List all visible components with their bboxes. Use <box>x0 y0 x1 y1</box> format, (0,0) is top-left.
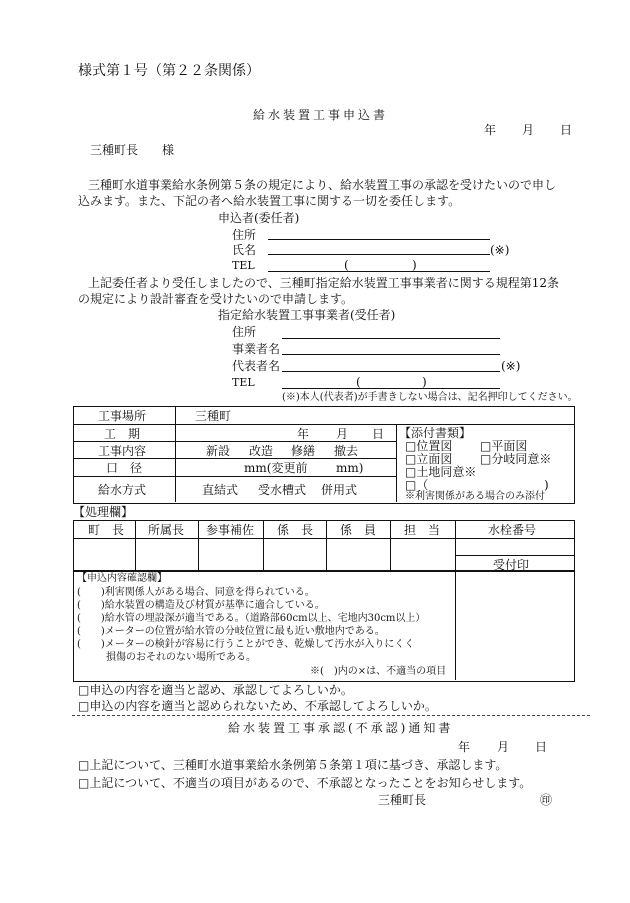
content-option-modify[interactable]: 改造 <box>249 444 274 458</box>
notice-seal: ㊞ <box>540 793 553 807</box>
contractor-tel-label: TEL <box>232 376 255 389</box>
confirm-item-consent[interactable]: ( )利害関係人がある場合、同意を得られている。 <box>77 587 315 598</box>
date-year: 年 <box>484 123 497 137</box>
delegate-line-1: 上記委任者より受任しましたので、三種町指定給水装置工事事業者に関する規程第12条 <box>88 276 560 290</box>
col-staff: 係 員 <box>340 523 377 537</box>
signature-note: (※)本人(代表者)が手書きしない場合は、記名押印してください。 <box>282 392 578 403</box>
method-option-combined[interactable]: 併用式 <box>321 483 358 497</box>
content-option-remove[interactable]: 撤去 <box>334 444 359 458</box>
applicant-tel-paren-close: ) <box>412 258 417 272</box>
confirm-item-structure[interactable]: ( )給水装置の構造及び材質が基準に適合している。 <box>77 600 325 611</box>
col-chief: 係 長 <box>277 523 314 537</box>
content-label: 工事内容 <box>98 444 147 458</box>
contractor-rep-label: 代表者名 <box>232 359 281 373</box>
attach-location-map[interactable]: □位置図 <box>405 439 453 453</box>
form-title: 給水装置工事申込書 <box>253 108 389 122</box>
decision-approve[interactable]: □申込の内容を適当と認め、承認してよろしいか。 <box>78 683 353 697</box>
contractor-company-line[interactable] <box>282 354 500 355</box>
contractor-tel-paren-open: ( <box>356 375 361 389</box>
attach-other-close: ) <box>544 478 549 492</box>
applicant-tel-label: TEL <box>232 259 255 272</box>
confirm-item-meter-reading-cont: 損傷のおそれのない場所である。 <box>106 652 256 663</box>
method-option-direct[interactable]: 直結式 <box>202 483 239 497</box>
contractor-address-label: 住所 <box>232 325 257 339</box>
method-label: 給水方式 <box>98 483 147 497</box>
date-month: 月 <box>522 123 535 137</box>
confirm-note: ※( )内の×は、不適当の項目 <box>310 666 447 677</box>
notice-signer: 三種町長 <box>378 793 427 807</box>
content-option-repair[interactable]: 修繕 <box>291 444 316 458</box>
attach-land-consent[interactable]: □土地同意※ <box>405 465 477 479</box>
attach-branch-consent[interactable]: □分岐同意※ <box>480 452 552 466</box>
receipt-seal-label: 受付印 <box>493 558 530 572</box>
applicant-address-label: 住所 <box>232 228 257 242</box>
contractor-company-label: 事業者名 <box>232 342 281 356</box>
notice-year: 年 <box>458 740 471 754</box>
decision-reject[interactable]: □申込の内容を適当と認められないため、不承認してよろしいか。 <box>78 699 437 713</box>
notice-month: 月 <box>497 740 510 754</box>
col-dept-head: 所属長 <box>148 523 185 537</box>
confirm-item-meter-reading[interactable]: ( )メーターの検針が容易に行うことができ、乾燥して汚水が入りにくく <box>77 639 415 650</box>
period-label: 工 期 <box>104 427 141 441</box>
attach-elevation[interactable]: □立面図 <box>405 452 453 466</box>
method-option-tank[interactable]: 受水槽式 <box>258 483 307 497</box>
col-tap-number: 水栓番号 <box>488 523 537 537</box>
intro-line-2: 込みます。また、下記の者へ給水装置工事に関する一切を委任します。 <box>78 194 461 208</box>
applicant-seal-mark: (※) <box>490 243 510 257</box>
col-mayor: 町 長 <box>88 523 125 537</box>
contractor-tel-line[interactable] <box>282 388 500 389</box>
contractor-seal-mark: (※) <box>501 359 521 373</box>
attachments-heading: 【添付書類】 <box>399 426 472 440</box>
diameter-value[interactable]: mm(変更前 <box>244 461 308 475</box>
addressee: 三種町長 様 <box>90 143 175 157</box>
delegate-line-2: の規定により設計審査を受けたいので申請します。 <box>78 292 354 306</box>
contractor-heading: 指定給水装置工事事業者(受任者) <box>218 308 396 322</box>
processing-heading: 【処理欄】 <box>73 505 134 519</box>
period-year: 年 <box>297 427 310 441</box>
notice-reject-line[interactable]: □上記について、不適当の項目があるので、不承認となったことをお知らせします。 <box>78 776 532 790</box>
confirm-item-depth[interactable]: ( )給水管の埋設深が適当である。（道路部60cm以上、宅地内30cm以上） <box>77 613 426 624</box>
applicant-name-label: 氏名 <box>232 243 257 257</box>
site-label: 工事場所 <box>98 409 147 423</box>
col-assistant: 参事補佐 <box>206 523 255 537</box>
applicant-name-line[interactable] <box>268 254 490 255</box>
confirm-heading: 【申込内容確認欄】 <box>77 573 167 584</box>
contractor-address-line[interactable] <box>282 338 500 339</box>
diameter-unit: mm) <box>336 461 364 475</box>
cut-line <box>72 715 590 716</box>
diameter-label: 口 径 <box>106 461 143 475</box>
applicant-tel-line[interactable] <box>268 271 490 272</box>
notice-day: 日 <box>535 740 548 754</box>
period-day: 日 <box>372 427 385 441</box>
applicant-tel-paren-open: ( <box>344 258 349 272</box>
attach-other[interactable]: □（ <box>405 478 429 492</box>
site-value[interactable]: 三種町 <box>195 409 232 423</box>
date-day: 日 <box>560 123 573 137</box>
notice-approve-line[interactable]: □上記について、三種町水道事業給水条例第５条第１項に基づき、承認します。 <box>78 758 508 772</box>
form-number: 様式第１号（第２２条関係） <box>78 63 260 79</box>
notice-title: 給水装置工事承認(不承認)通知書 <box>228 721 454 735</box>
intro-line-1: 三種町水道事業給水条例第５条の規定により、給水装置工事の承認を受けたいので申し <box>88 178 557 192</box>
contractor-tel-paren-close: ) <box>422 375 427 389</box>
confirm-item-meter-position[interactable]: ( )メーターの位置が給水管の分岐位置に最も近い敷地内である。 <box>77 626 385 637</box>
attach-plan[interactable]: □平面図 <box>480 439 528 453</box>
content-option-new[interactable]: 新設 <box>206 444 231 458</box>
attachments-note: ※利害関係がある場合のみ添付 <box>405 491 545 502</box>
period-month: 月 <box>336 427 349 441</box>
contractor-rep-line[interactable] <box>282 371 500 372</box>
applicant-address-line[interactable] <box>268 239 490 240</box>
applicant-heading: 申込者(委任者) <box>218 211 300 225</box>
col-in-charge: 担 当 <box>404 523 441 537</box>
